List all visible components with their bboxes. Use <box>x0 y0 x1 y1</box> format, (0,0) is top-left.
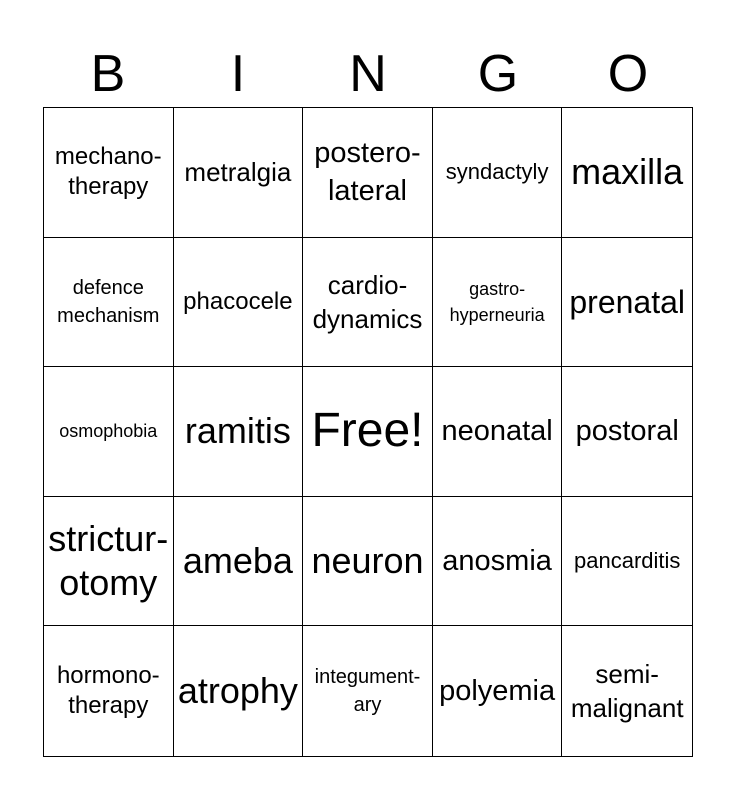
bingo-cell[interactable] <box>44 238 174 368</box>
bingo-cell[interactable] <box>303 497 433 627</box>
header-letter-n: N <box>349 45 387 103</box>
bingo-cell[interactable] <box>562 626 692 756</box>
cell-label: postoral <box>575 415 679 448</box>
cell-label: syndactyly <box>445 159 549 185</box>
cell-label: strictur- otomy <box>48 518 169 604</box>
bingo-cell[interactable] <box>174 497 304 627</box>
bingo-cell[interactable] <box>174 367 304 497</box>
cell-label: semi- malignant <box>570 659 684 724</box>
bingo-cell[interactable] <box>433 238 563 368</box>
cell-label: defence mechanism <box>57 276 160 327</box>
cell-label: gastro- hyperneuria <box>449 278 545 325</box>
header-letter-o: O <box>607 45 649 103</box>
cell-label: neonatal <box>441 415 553 448</box>
cell-label: ameba <box>182 540 293 582</box>
cell-label: integument- ary <box>314 666 421 717</box>
bingo-cell[interactable] <box>303 626 433 756</box>
header-letter-g: G <box>477 45 519 103</box>
cell-label: anosmia <box>442 545 552 578</box>
cell-label: prenatal <box>569 283 686 320</box>
bingo-cell[interactable] <box>303 108 433 238</box>
bingo-cell[interactable] <box>562 108 692 238</box>
cell-label: neuron <box>311 540 424 582</box>
free-space-cell[interactable] <box>303 367 433 497</box>
bingo-cell[interactable] <box>433 626 563 756</box>
cell-label: mechano- therapy <box>54 143 162 201</box>
cell-label: cardio- dynamics <box>312 269 423 334</box>
bingo-cell[interactable] <box>174 108 304 238</box>
bingo-cell[interactable] <box>174 626 304 756</box>
cell-label: phacocele <box>183 287 293 315</box>
cell-label: polyemia <box>439 675 556 708</box>
cell-label: hormono- therapy <box>56 662 160 720</box>
bingo-cell[interactable] <box>174 238 304 368</box>
bingo-cell[interactable] <box>44 497 174 627</box>
bingo-cell[interactable] <box>433 108 563 238</box>
bingo-cell[interactable] <box>44 626 174 756</box>
bingo-cell[interactable] <box>562 497 692 627</box>
bingo-cell[interactable] <box>562 367 692 497</box>
cell-label: ramitis <box>184 410 291 452</box>
cell-label: maxilla <box>571 151 684 193</box>
bingo-cell[interactable] <box>44 108 174 238</box>
bingo-cell[interactable] <box>433 497 563 627</box>
cell-label: metralgia <box>184 157 292 188</box>
cell-label: pancarditis <box>574 548 681 574</box>
bingo-cell[interactable] <box>562 238 692 368</box>
bingo-header <box>43 40 693 108</box>
bingo-cell[interactable] <box>433 367 563 497</box>
bingo-cell[interactable] <box>303 238 433 368</box>
cell-label: postero- lateral <box>314 137 421 208</box>
bingo-board <box>43 107 693 757</box>
cell-label: atrophy <box>177 670 298 712</box>
header-letter-i: I <box>230 45 246 103</box>
bingo-cell[interactable] <box>44 367 174 497</box>
cell-label: osmophobia <box>59 421 158 442</box>
header-letter-b: B <box>90 45 126 103</box>
free-space-label: Free! <box>311 404 424 458</box>
